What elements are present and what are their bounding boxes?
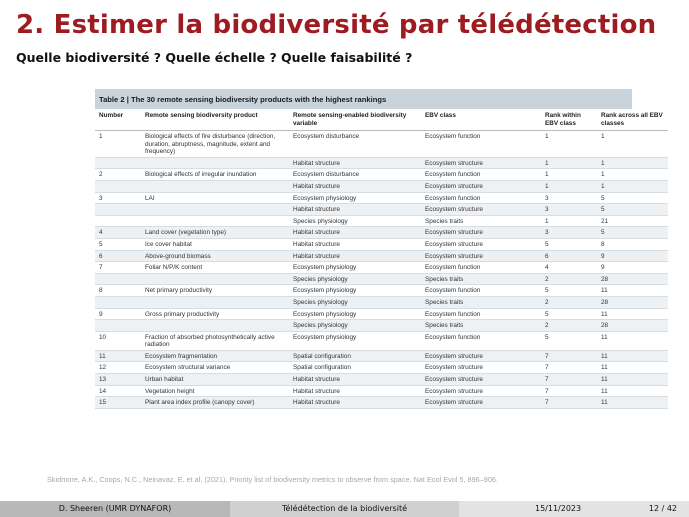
- table-row: [95, 331, 668, 350]
- table-row: [95, 262, 668, 274]
- cell-ebv-class: Ecosystem function: [421, 192, 541, 204]
- footer-talk-title: Télédétection de la biodiversité: [230, 501, 459, 517]
- footer-bar: [0, 501, 689, 517]
- cell-product: [141, 273, 289, 285]
- cell-ebv-class: Ecosystem function: [421, 131, 541, 158]
- table-caption: [95, 89, 632, 109]
- cell-variable: Habitat structure: [289, 227, 421, 239]
- cell-ebv-class: Ecosystem structure: [421, 180, 541, 192]
- cell-product: Ice cover habitat: [141, 238, 289, 250]
- cell-rank-across: 5: [597, 204, 668, 216]
- cell-number: 2: [95, 169, 141, 181]
- cell-number: 11: [95, 350, 141, 362]
- cell-variable: Ecosystem physiology: [289, 308, 421, 320]
- cell-product: [141, 320, 289, 332]
- cell-product: LAI: [141, 192, 289, 204]
- cell-variable: Ecosystem physiology: [289, 192, 421, 204]
- cell-rank-within: 7: [541, 350, 597, 362]
- table-row: [95, 397, 668, 409]
- cell-ebv-class: Ecosystem structure: [421, 204, 541, 216]
- cell-ebv-class: Ecosystem structure: [421, 227, 541, 239]
- table-row: [95, 169, 668, 181]
- table-row: [95, 385, 668, 397]
- header-product: Remote sensing biodiversity product: [141, 109, 289, 131]
- cell-number: 5: [95, 238, 141, 250]
- table-row: [95, 238, 668, 250]
- cell-variable: Ecosystem disturbance: [289, 131, 421, 158]
- table-row: [95, 227, 668, 239]
- cell-rank-across: 9: [597, 250, 668, 262]
- cell-number: 13: [95, 374, 141, 386]
- cell-rank-within: 2: [541, 296, 597, 308]
- biodiversity-products-table: [95, 109, 668, 409]
- cell-variable: Habitat structure: [289, 204, 421, 216]
- cell-rank-within: 6: [541, 250, 597, 262]
- cell-rank-across: 11: [597, 331, 668, 350]
- cell-rank-across: 11: [597, 362, 668, 374]
- cell-ebv-class: Ecosystem structure: [421, 374, 541, 386]
- cell-rank-within: 5: [541, 285, 597, 297]
- cell-number: 15: [95, 397, 141, 409]
- slide-title: 2. Estimer la biodiversité par télédétection: [16, 10, 657, 40]
- footer-date-page: [459, 501, 689, 517]
- cell-ebv-class: Species traits: [421, 296, 541, 308]
- cell-variable: Habitat structure: [289, 374, 421, 386]
- cell-rank-within: 3: [541, 192, 597, 204]
- cell-rank-within: 2: [541, 320, 597, 332]
- cell-rank-within: 7: [541, 362, 597, 374]
- cell-number: 6: [95, 250, 141, 262]
- table-row: [95, 204, 668, 216]
- table-row: [95, 285, 668, 297]
- table-row: [95, 157, 668, 169]
- cell-number: [95, 273, 141, 285]
- cell-rank-across: 28: [597, 320, 668, 332]
- cell-product: Net primary productivity: [141, 285, 289, 297]
- cell-number: [95, 180, 141, 192]
- table-row: [95, 320, 668, 332]
- table-row: [95, 192, 668, 204]
- cell-product: Foliar N/P/K content: [141, 262, 289, 274]
- cell-rank-within: 3: [541, 204, 597, 216]
- cell-ebv-class: Ecosystem structure: [421, 385, 541, 397]
- cell-rank-across: 8: [597, 238, 668, 250]
- cell-rank-within: 1: [541, 215, 597, 227]
- footer-author: D. Sheeren (UMR DYNAFOR): [0, 501, 230, 517]
- header-number: Number: [95, 109, 141, 131]
- cell-rank-within: 4: [541, 262, 597, 274]
- cell-rank-across: 1: [597, 131, 668, 158]
- cell-ebv-class: Species traits: [421, 215, 541, 227]
- cell-ebv-class: Ecosystem structure: [421, 350, 541, 362]
- cell-number: [95, 215, 141, 227]
- cell-variable: Habitat structure: [289, 157, 421, 169]
- cell-ebv-class: Species traits: [421, 320, 541, 332]
- cell-rank-within: 5: [541, 238, 597, 250]
- cell-number: 12: [95, 362, 141, 374]
- cell-variable: Ecosystem physiology: [289, 331, 421, 350]
- table-figure: [95, 89, 663, 462]
- table-row: [95, 350, 668, 362]
- cell-number: 7: [95, 262, 141, 274]
- cell-variable: Species physiology: [289, 320, 421, 332]
- cell-product: Gross primary productivity: [141, 308, 289, 320]
- cell-rank-across: 5: [597, 227, 668, 239]
- cell-rank-across: 11: [597, 397, 668, 409]
- cell-rank-across: 21: [597, 215, 668, 227]
- table-caption-separator: |: [124, 95, 131, 104]
- cell-rank-across: 1: [597, 157, 668, 169]
- cell-rank-across: 9: [597, 262, 668, 274]
- cell-rank-within: 7: [541, 397, 597, 409]
- table-row: [95, 362, 668, 374]
- cell-ebv-class: Ecosystem function: [421, 262, 541, 274]
- cell-ebv-class: Species traits: [421, 273, 541, 285]
- cell-rank-across: 11: [597, 374, 668, 386]
- table-row: [95, 180, 668, 192]
- cell-rank-across: 5: [597, 192, 668, 204]
- slide-subtitle: Quelle biodiversité ? Quelle échelle ? Quelle faisabilité ?: [16, 50, 413, 65]
- table-row: [95, 215, 668, 227]
- cell-variable: Ecosystem physiology: [289, 262, 421, 274]
- cell-number: [95, 320, 141, 332]
- cell-variable: Spatial configuration: [289, 362, 421, 374]
- footer-page-number: 12 / 42: [648, 504, 677, 513]
- header-rank-across: Rank across all EBV classes: [597, 109, 668, 131]
- table-caption-label: Table 2: [99, 95, 125, 104]
- cell-product: Ecosystem structural variance: [141, 362, 289, 374]
- table-row: [95, 273, 668, 285]
- cell-rank-within: 2: [541, 273, 597, 285]
- table-row: [95, 374, 668, 386]
- cell-product: [141, 296, 289, 308]
- cell-rank-across: 1: [597, 169, 668, 181]
- cell-variable: Habitat structure: [289, 385, 421, 397]
- cell-product: [141, 180, 289, 192]
- cell-rank-across: 11: [597, 350, 668, 362]
- cell-ebv-class: Ecosystem structure: [421, 397, 541, 409]
- header-ebv-class: EBV class: [421, 109, 541, 131]
- cell-number: [95, 204, 141, 216]
- cell-variable: Ecosystem physiology: [289, 285, 421, 297]
- table-caption-text: The 30 remote sensing biodiversity products with the highest rankings: [130, 95, 387, 104]
- table-row: [95, 308, 668, 320]
- cell-ebv-class: Ecosystem function: [421, 331, 541, 350]
- cell-ebv-class: Ecosystem function: [421, 308, 541, 320]
- cell-number: 4: [95, 227, 141, 239]
- cell-product: [141, 157, 289, 169]
- cell-rank-within: 7: [541, 385, 597, 397]
- cell-number: 14: [95, 385, 141, 397]
- table-header-row: [95, 109, 668, 131]
- cell-rank-across: 28: [597, 273, 668, 285]
- cell-ebv-class: Ecosystem structure: [421, 250, 541, 262]
- cell-product: Fraction of absorbed photosynthetically active radiation: [141, 331, 289, 350]
- cell-rank-across: 11: [597, 285, 668, 297]
- cell-rank-within: 7: [541, 374, 597, 386]
- cell-rank-within: 1: [541, 157, 597, 169]
- cell-ebv-class: Ecosystem function: [421, 285, 541, 297]
- cell-variable: Species physiology: [289, 296, 421, 308]
- cell-number: 3: [95, 192, 141, 204]
- cell-number: 8: [95, 285, 141, 297]
- cell-product: [141, 204, 289, 216]
- cell-product: Plant area index profile (canopy cover): [141, 397, 289, 409]
- table-row: [95, 250, 668, 262]
- cell-rank-within: 5: [541, 331, 597, 350]
- cell-product: Biological effects of fire disturbance (direction, duration, abruptness, magnitude, extent and frequency): [141, 131, 289, 158]
- cell-number: [95, 296, 141, 308]
- cell-variable: Habitat structure: [289, 250, 421, 262]
- cell-variable: Habitat structure: [289, 180, 421, 192]
- cell-number: [95, 157, 141, 169]
- header-rank-within: Rank within EBV class: [541, 109, 597, 131]
- cell-product: Ecosystem fragmentation: [141, 350, 289, 362]
- cell-variable: Ecosystem disturbance: [289, 169, 421, 181]
- cell-rank-across: 1: [597, 180, 668, 192]
- cell-rank-across: 28: [597, 296, 668, 308]
- cell-ebv-class: Ecosystem structure: [421, 238, 541, 250]
- cell-rank-across: 11: [597, 308, 668, 320]
- cell-product: [141, 215, 289, 227]
- cell-number: 1: [95, 131, 141, 158]
- citation: Skidmore, A.K., Coops, N.C., Neinavaz, E. et al. (2021). Priority list of biodiversity metrics to observe from space. Nat Ecol Evol 5, 896–906.: [47, 475, 498, 484]
- cell-variable: Spatial configuration: [289, 350, 421, 362]
- cell-rank-within: 5: [541, 308, 597, 320]
- cell-rank-within: 1: [541, 180, 597, 192]
- cell-number: 9: [95, 308, 141, 320]
- footer-date: 15/11/2023: [535, 504, 582, 513]
- cell-variable: Species physiology: [289, 273, 421, 285]
- cell-variable: Habitat structure: [289, 397, 421, 409]
- cell-product: Vegetation height: [141, 385, 289, 397]
- cell-product: Biological effects of irregular inundation: [141, 169, 289, 181]
- table-row: [95, 296, 668, 308]
- cell-ebv-class: Ecosystem structure: [421, 157, 541, 169]
- cell-rank-within: 1: [541, 131, 597, 158]
- cell-ebv-class: Ecosystem function: [421, 169, 541, 181]
- cell-product: Urban habitat: [141, 374, 289, 386]
- cell-rank-within: 3: [541, 227, 597, 239]
- cell-rank-within: 1: [541, 169, 597, 181]
- header-variable: Remote sensing-enabled biodiversity variable: [289, 109, 421, 131]
- cell-variable: Habitat structure: [289, 238, 421, 250]
- cell-variable: Species physiology: [289, 215, 421, 227]
- table-row: [95, 131, 668, 158]
- cell-product: Land cover (vegetation type): [141, 227, 289, 239]
- cell-rank-across: 11: [597, 385, 668, 397]
- cell-ebv-class: Ecosystem structure: [421, 362, 541, 374]
- cell-number: 10: [95, 331, 141, 350]
- cell-product: Above-ground biomass: [141, 250, 289, 262]
- table-body: [95, 131, 668, 409]
